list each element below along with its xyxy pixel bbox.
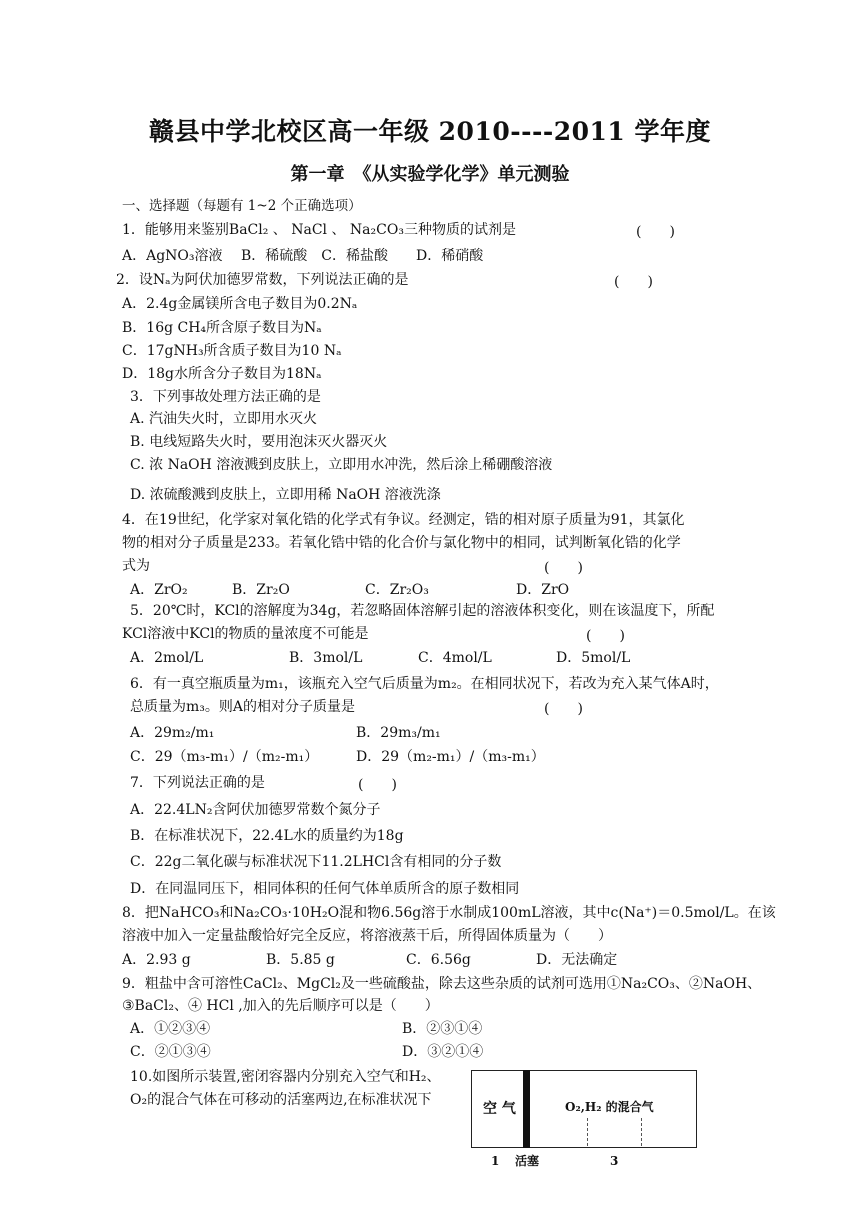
q9-option-d: D．③②①④ [402, 1044, 484, 1060]
q9-line-1: 9．粗盐中含可溶性CaCl₂、MgCl₂及一些硫酸盐，除去这些杂质的试剂可选用①Na₂CO₃、②NaOH、 [122, 976, 762, 992]
air-label: 空 气 [483, 1101, 516, 1117]
diagram-mark-3: 3 [610, 1154, 619, 1168]
q6-line-1: 6．有一真空瓶质量为m₁，该瓶充入空气后质量为m₂。在相同状况下，若改为充入某气体A时， [130, 676, 719, 692]
q3-stem: 3．下列事故处理方法正确的是 [130, 389, 321, 405]
q8-option-a: A．2.93 g [122, 952, 191, 968]
q8-line-2: 溶液中加入一定量盐酸恰好完全反应，将溶液蒸干后，所得固体质量为（ ） [122, 928, 612, 944]
q4-option-d: D．ZrO [516, 582, 570, 598]
q8-option-b: B．5.85 g [266, 952, 335, 968]
q6-option-a: A．29m₂/m₁ [130, 725, 215, 741]
piston-container-diagram [471, 1070, 697, 1148]
q6-line-2: 总质量为m₃。则A的相对分子质量是 [130, 699, 355, 715]
q2-option-a: A．2.4g金属镁所含电子数目为0.2Nₐ [122, 296, 358, 312]
q2-answer-bracket: ( ) [614, 274, 653, 290]
q9-line-2: ③BaCl₂、④ HCl ,加入的先后顺序可以是（ ） [122, 998, 439, 1014]
q7-answer-bracket: ( ) [358, 777, 397, 793]
q5-option-c: C．4mol/L [418, 650, 492, 666]
q3-option-b: B. 电线短路失火时，要用泡沫灭火器灭火 [130, 434, 388, 450]
q4-option-a: A．ZrO₂ [130, 582, 188, 598]
q7-option-c: C．22g二氧化碳与标准状况下11.2LHCl含有相同的分子数 [130, 854, 502, 870]
q2-option-d: D．18g水所含分子数目为18Nₐ [122, 366, 322, 382]
q4-line-1: 4．在19世纪，化学家对氧化锆的化学式有争议。经测定，锆的相对原子质量为91，其氯化 [122, 512, 685, 528]
q8-option-d: D．无法确定 [536, 952, 618, 968]
q5-option-a: A．2mol/L [130, 650, 204, 666]
q2-stem: 2．设Nₐ为阿伏加德罗常数，下列说法正确的是 [116, 272, 409, 288]
q6-option-c: C．29（m₃-m₁）/（m₂-m₁） [130, 749, 319, 765]
q3-option-c: C. 浓 NaOH 溶液溅到皮肤上，立即用水冲洗，然后涂上稀硼酸溶液 [130, 457, 553, 473]
q10-line-1: 10.如图所示装置,密闭容器内分别充入空气和H₂、 [130, 1069, 441, 1085]
dashed-mark-line [587, 1118, 588, 1146]
q2-option-c: C．17gNH₃所含质子数目为10 Nₐ [122, 343, 342, 359]
section-heading: 一、选择题（每题有 1~2 个正确选项） [122, 198, 362, 214]
q4-option-b: B．Zr₂O [232, 582, 290, 598]
q7-stem: 7．下列说法正确的是 [130, 775, 265, 791]
q6-option-b: B．29m₃/m₁ [356, 725, 441, 741]
q7-option-d: D．在同温同压下，相同体积的任何气体单质所含的原子数相同 [130, 881, 520, 897]
q5-line-2: KCl溶液中KCl的物质的量浓度不可能是 [122, 626, 369, 642]
q1-answer-bracket: ( ) [636, 224, 675, 240]
q1-stem: 1．能够用来鉴别BaCl₂ 、 NaCl 、 Na₂CO₃三种物质的试剂是 [122, 222, 516, 238]
q3-option-d: D. 浓硫酸溅到皮肤上，立即用稀 NaOH 溶液洗涤 [130, 487, 441, 503]
q3-option-a: A. 汽油失火时，立即用水灭火 [130, 411, 318, 427]
q1-options: A．AgNO₃溶液 B．稀硫酸 C．稀盐酸 D．稀硝酸 [122, 248, 484, 264]
q6-answer-bracket: ( ) [544, 701, 583, 717]
chapter-subtitle: 第一章 《从实验学化学》单元测验 [290, 164, 570, 185]
q5-option-d: D．5mol/L [556, 650, 631, 666]
piston-label: 活塞 [515, 1154, 540, 1168]
dashed-mark-line [641, 1118, 642, 1146]
q5-line-1: 5．20℃时，KCl的溶解度为34g，若忽略固体溶解引起的溶液体积变化，则在该温度下，所配 [130, 603, 715, 619]
q6-option-d: D．29（m₂-m₁）/（m₃-m₁） [356, 749, 545, 765]
q5-answer-bracket: ( ) [586, 628, 625, 644]
q7-option-b: B．在标准状况下，22.4L水的质量约为18g [130, 828, 404, 844]
q8-line-1: 8．把NaHCO₃和Na₂CO₃·10H₂O混和物6.56g溶于水制成100mL溶液，其中c(Na⁺)＝0.5mol/L。在该 [122, 905, 776, 921]
q4-line-2: 物的相对分子质量是233。若氧化锆中锆的化合价与氯化物中的相同，试判断氧化锆的化学 [122, 535, 681, 551]
q8-option-c: C．6.56g [406, 952, 471, 968]
q9-option-c: C．②①③④ [130, 1044, 211, 1060]
q4-option-c: C．Zr₂O₃ [365, 582, 429, 598]
q4-line-3: 式为 [122, 558, 150, 574]
gas-mixture-label: O₂,H₂ 的混合气 [565, 1100, 654, 1114]
q7-option-a: A．22.4LN₂含阿伏加德罗常数个氮分子 [130, 802, 381, 818]
q2-option-b: B．16g CH₄所含原子数目为Nₐ [122, 320, 322, 336]
exam-title: 赣县中学北校区高一年级 2010----2011 学年度 [148, 117, 712, 146]
q9-option-a: A．①②③④ [130, 1021, 211, 1037]
piston-bar [523, 1070, 530, 1148]
q4-answer-bracket: ( ) [544, 560, 583, 576]
q10-line-2: O₂的混合气体在可移动的活塞两边,在标准状况下 [130, 1092, 432, 1108]
diagram-mark-1: 1 [491, 1154, 500, 1168]
q9-option-b: B．②③①④ [402, 1021, 483, 1037]
q5-option-b: B．3mol/L [289, 650, 363, 666]
